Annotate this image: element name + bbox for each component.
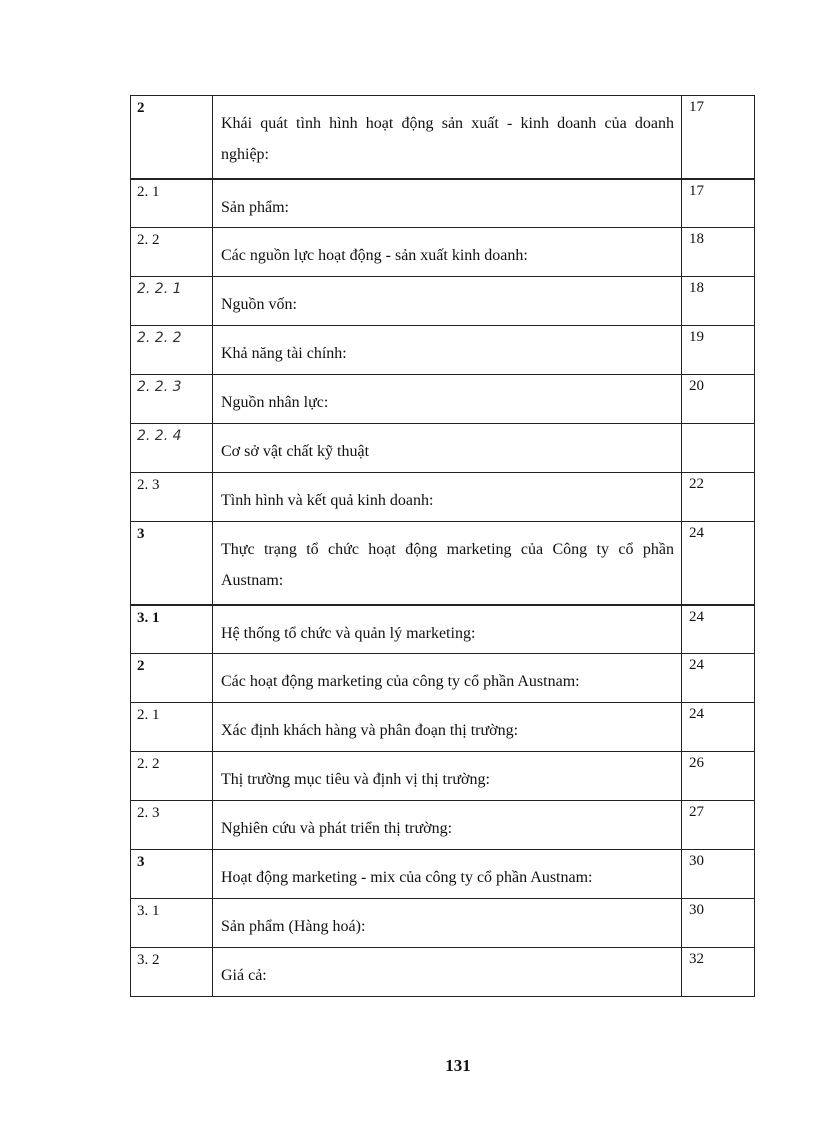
section-number: 2. 3: [131, 473, 213, 522]
page-ref: 20: [682, 375, 755, 424]
section-title: Nguồn nhân lực:: [213, 375, 682, 424]
toc-row: [131, 96, 755, 179]
page-ref: 18: [682, 277, 755, 326]
section-title: Tình hình và kết quả kinh doanh:: [213, 473, 682, 522]
section-number: 2. 2: [131, 752, 213, 801]
section-number: 3: [131, 850, 213, 899]
section-number: 2. 1: [131, 703, 213, 752]
toc-row: [131, 850, 755, 899]
section-number: 3. 1: [131, 605, 213, 654]
section-number: 2. 2. 3: [131, 375, 213, 424]
section-title: Sản phẩm (Hàng hoá):: [213, 899, 682, 948]
section-number: 2. 3: [131, 801, 213, 850]
section-number: 3: [131, 522, 213, 605]
section-title: Nghiên cứu và phát triển thị trường:: [213, 801, 682, 850]
toc-row: [131, 375, 755, 424]
toc-row: [131, 228, 755, 277]
section-number: 3. 1: [131, 899, 213, 948]
section-title: Sản phẩm:: [213, 179, 682, 228]
section-title: Thị trường mục tiêu và định vị thị trường:: [213, 752, 682, 801]
toc-row: [131, 424, 755, 473]
toc-row: [131, 899, 755, 948]
table-of-contents: [130, 95, 755, 997]
section-number: 2. 2. 4: [131, 424, 213, 473]
page-ref: 17: [682, 96, 755, 179]
section-title: Hệ thống tổ chức và quản lý marketing:: [213, 605, 682, 654]
page-ref: 32: [682, 948, 755, 997]
section-title: Các hoạt động marketing của công ty cổ phần Austnam:: [213, 654, 682, 703]
page-ref: 26: [682, 752, 755, 801]
toc-row: [131, 703, 755, 752]
page-ref: 30: [682, 850, 755, 899]
toc-row: [131, 801, 755, 850]
section-number: 2: [131, 96, 213, 179]
page-ref: 30: [682, 899, 755, 948]
toc-row: [131, 473, 755, 522]
page-ref: 24: [682, 703, 755, 752]
page-number: 131: [445, 1056, 471, 1075]
toc-row: [131, 948, 755, 997]
page-ref: 17: [682, 179, 755, 228]
section-number: 2. 2: [131, 228, 213, 277]
section-title: Cơ sở vật chất kỹ thuật: [213, 424, 682, 473]
section-number: 2: [131, 654, 213, 703]
section-title: Xác định khách hàng và phân đoạn thị trường:: [213, 703, 682, 752]
page-ref: 24: [682, 654, 755, 703]
page-ref: 22: [682, 473, 755, 522]
section-title: Khái quát tình hình hoạt động sản xuất - kinh doanh của doanh nghiệp:: [213, 96, 682, 179]
section-title: Các nguồn lực hoạt động - sản xuất kinh doanh:: [213, 228, 682, 277]
section-title: Giá cả:: [213, 948, 682, 997]
section-title: Nguồn vốn:: [213, 277, 682, 326]
page-ref: 24: [682, 605, 755, 654]
section-number: 2. 2. 1: [131, 277, 213, 326]
section-number: 3. 2: [131, 948, 213, 997]
page-ref: 24: [682, 522, 755, 605]
section-title: Hoạt động marketing - mix của công ty cổ phần Austnam:: [213, 850, 682, 899]
section-number: 2. 1: [131, 179, 213, 228]
toc-row: [131, 522, 755, 605]
toc-row: [131, 326, 755, 375]
toc-row: [131, 752, 755, 801]
section-title: Thực trạng tổ chức hoạt động marketing của Công ty cổ phần Austnam:: [213, 522, 682, 605]
toc-row: [131, 605, 755, 654]
page-ref: 19: [682, 326, 755, 375]
toc-row: [131, 179, 755, 228]
page-ref: [682, 424, 755, 473]
section-title: Khả năng tài chính:: [213, 326, 682, 375]
section-number: 2. 2. 2: [131, 326, 213, 375]
page-ref: 27: [682, 801, 755, 850]
page-ref: 18: [682, 228, 755, 277]
toc-row: [131, 277, 755, 326]
toc-row: [131, 654, 755, 703]
